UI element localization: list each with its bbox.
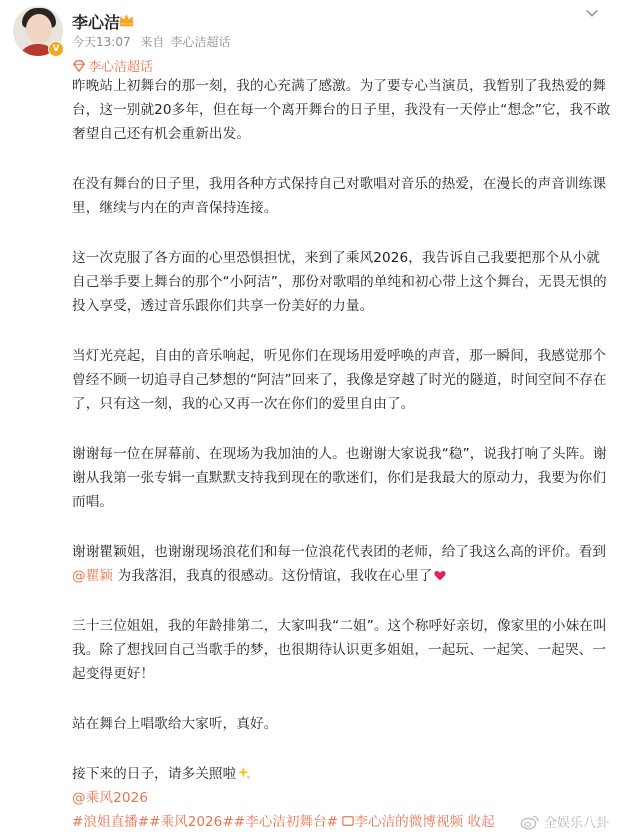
topic-tag[interactable]: #乘风2026# (149, 814, 234, 830)
post-time: 今天13:07 (72, 35, 131, 49)
watermark-text: 全娱乐八卦 (543, 816, 609, 831)
post-paragraph: 谢谢每一位在屏幕前、在现场为我加油的人。也谢谢大家说我“稳”，说我打响了头阵。谢谢从我第一张专辑一直默默支持我到现在的歌迷们，你们是我最大的原动力，我要为你们而唱。 (72, 446, 607, 510)
sparkle-icon (237, 766, 251, 780)
watermark (520, 812, 609, 831)
post-paragraph: 昨晚站上初舞台的那一刻，我的心充满了感激。为了要专心当演员，我暂别了我热爱的舞台，这一别就20多年，但在每一个离开舞台的日子里，我没有一天停止“想念”它，我不敢奢望自己还有机会重新出发。 (72, 78, 611, 142)
mention-link[interactable]: @瞿颖 (72, 568, 114, 584)
mention-link[interactable]: @乘风2026 (72, 790, 149, 806)
supertopic-icon (72, 60, 86, 72)
post-paragraph: 当灯光亮起，自由的音乐响起，听见你们在现场用爱呼唤的声音，那一瞬间，我感觉那个曾经不顾一切追寻自己梦想的“阿洁”回来了，我像是穿越了时光的隧道，时间空间不存在了，只有这一刻，我的心又再一次在你们的爱里自由了。 (72, 348, 607, 412)
heart-icon (434, 570, 446, 581)
video-icon (342, 815, 354, 827)
collapse-button[interactable]: 收起 (467, 814, 495, 830)
topic-tag[interactable]: #浪姐直播# (72, 814, 150, 830)
post-meta (72, 33, 236, 50)
supertopic-label: 李心洁超话 (88, 60, 154, 75)
post-source-prefix: 来自 (140, 35, 165, 49)
supertopic-link[interactable] (72, 56, 153, 75)
post-paragraph: 三十三位姐姐，我的年龄排第二，大家叫我“二姐”。这个称呼好亲切，像家里的小妹在叫我。除了想找回自己当歌手的梦，也很期待认识更多姐姐，一起玩、一起笑、一起哭、一起变得更好！ (72, 618, 607, 682)
paragraph-text: 谢谢瞿颖姐，也谢谢现场浪花们和每一位浪花代表团的老师，给了我这么高的评价。看到 (72, 544, 607, 560)
weibo-logo-icon (520, 814, 540, 830)
post-paragraph: 这一次克服了各方面的心里恐惧担忧，来到了乘风2026，我告诉自己我要把那个从小就自己举手要上舞台的那个“小阿洁”，那份对歌唱的单纯和初心带上这个舞台，无畏无惧的投入享受，透过音乐跟你们共享一份美好的力量。 (72, 250, 607, 314)
topic-tag[interactable]: #李心洁初舞台# (233, 814, 339, 830)
post-source[interactable]: 李心洁超话 (170, 35, 231, 49)
chevron-down-icon[interactable] (583, 4, 601, 22)
post-paragraph: 在没有舞台的日子里，我用各种方式保持自己对歌唱对音乐的热爱，在漫长的声音训练课里，继续与内在的声音保持连接。 (72, 176, 607, 216)
paragraph-text: 为我落泪，我真的很感动。这份情谊，我收在心里了 (113, 568, 433, 584)
post-paragraph (72, 540, 612, 588)
post-body (72, 74, 612, 834)
paragraph-text: 接下来的日子，请多关照啦 (72, 766, 237, 782)
user-name[interactable]: 李心洁 (72, 13, 121, 32)
video-link[interactable]: 李心洁的微博视频 (354, 814, 464, 830)
post-paragraph: 站在舞台上唱歌给大家听，真好。 (72, 716, 278, 732)
crown-icon (118, 11, 135, 28)
verified-badge-icon: V (48, 41, 64, 57)
post-paragraph (72, 762, 612, 810)
